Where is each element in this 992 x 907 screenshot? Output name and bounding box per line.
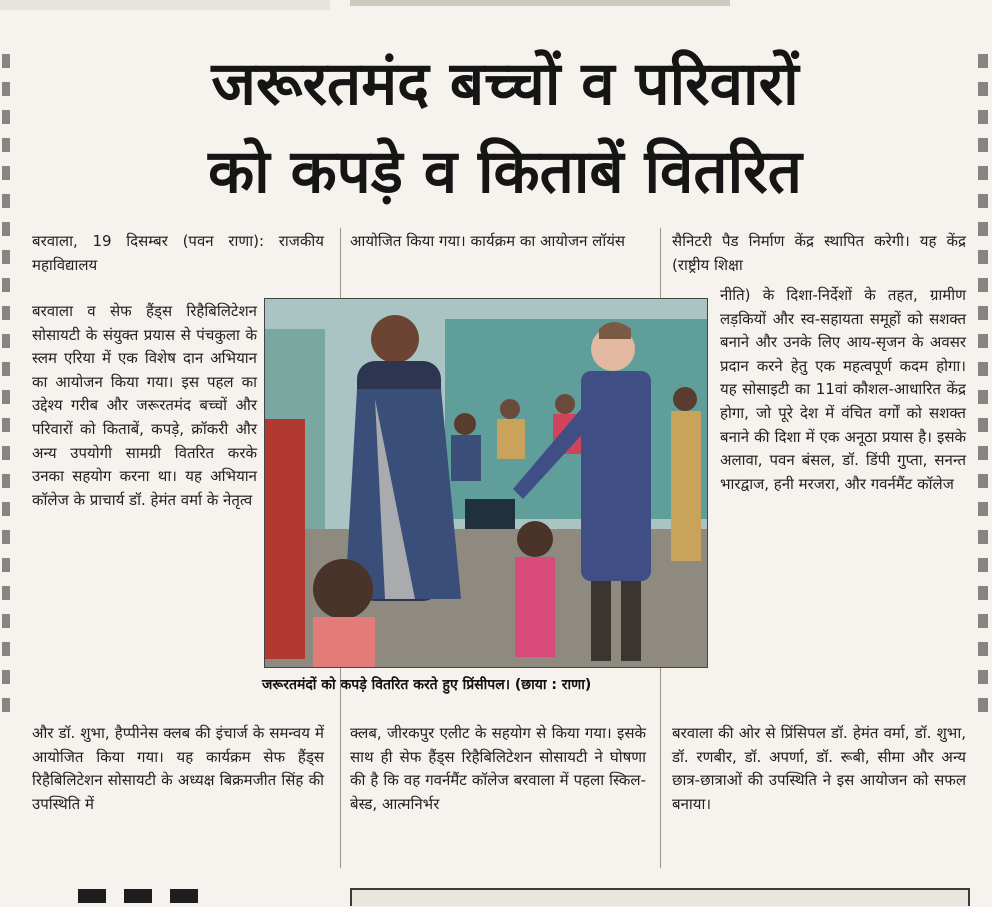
next-article-fragment	[78, 888, 288, 904]
column-3-intro: सैनिटरी पैड निर्माण केंद्र स्थापित करेगी। यह केंद्र (राष्ट्रीय शिक्षा	[672, 232, 966, 274]
column-3-bottom-text: बरवाला की ओर से प्रिंसिपल डॉ. हेमंत वर्मा, डॉ. शुभा, डॉ. रणबीर, डॉ. अपर्णा, डॉ. रूबी, सीमा और अन्य छात्र-छात्राओं की उपस्थिति ने इस आयोजन को सफल बनाया।	[672, 724, 966, 813]
news-photo	[264, 298, 708, 668]
adjacent-column-right-edge	[970, 40, 992, 860]
adjacent-column-left-edge	[0, 40, 18, 860]
column-1-wrapped-text: बरवाला व सेफ हैंड्स रिहैबिलिटेशन सोसायटी के संयुक्त प्रयास से पंचकुला के स्लम एरिया में एक विशेष दान अभियान का आयोजन किया गया। इस पहल का उद्देश्य गरीब और जरूरतमंद बच्चों और परिवारों को किताबें, कपड़े, क्रॉकरी और अन्य उपयोगी सामग्री वितरित करके उनका सहयोग करना था। यह अभियान कॉलेज के प्राचार्य डॉ. हेमंत वर्मा के नेतृत्व	[32, 302, 257, 509]
next-article-box	[350, 888, 970, 906]
column-1-intro: बरवाला, 19 दिसम्बर (पवन राणा): राजकीय महाविद्यालय	[32, 232, 324, 274]
column-2-bottom-text: क्लब, जीरकपुर एलीट के सहयोग से किया गया। इसके साथ ही सेफ हैंड्स रिहैबिलिटेशन सोसायटी ने घोषणा की है कि वह गवर्नमैंट कॉलेज बरवाला में पहला स्किल-बेस्ड, आत्मनिर्भर	[350, 724, 646, 813]
photo-caption: जरूरतमंदों को कपड़े वितरित करते हुए प्रिंसीपल। (छाया : राणा)	[262, 677, 592, 693]
clipped-top-text	[350, 0, 730, 6]
column-2-top-text: आयोजित किया गया। कार्यक्रम का आयोजन लॉयंस	[350, 232, 626, 250]
column-1-bottom-text: और डॉ. शुभा, हैप्पीनेस क्लब की इंचार्ज के समन्वय में आयोजित किया गया। यह कार्यक्रम सेफ हैंड्स रिहैबिलिटेशन सोसायटी के अध्यक्ष बिक्रमजीत सिंह की उपस्थिति में	[32, 724, 324, 813]
article-headline	[40, 40, 970, 216]
column-3-wrapped-text: नीति) के दिशा-निर्देशों के तहत, ग्रामीण लड़कियों और स्व-सहायता समूहों को सशक्त बनाने और उनके लिए आय-सृजन के अवसर प्रदान करने हेतु एक महत्वपूर्ण कदम होगा। यह सोसाइटी का 11वां कौशल-आधारित केंद्र होगा, जो पूरे देश में वंचित वर्गों को सशक्त बनाने की दिशा में एक अनूठा प्रयास है। इसके अलावा, पवन बंसल, डॉ. डिंपी गुप्ता, सनन्त भारद्वाज, हनी मरजरा, और गवर्नमैंट कॉलेज	[720, 286, 966, 493]
headline-line-2: को कपड़े व किताबें वितरित	[208, 137, 802, 207]
clipped-header-strip	[0, 0, 330, 10]
news-photo-illustration	[265, 299, 707, 667]
headline-line-1: जरूरतमंद बच्चों व परिवारों	[211, 49, 799, 119]
